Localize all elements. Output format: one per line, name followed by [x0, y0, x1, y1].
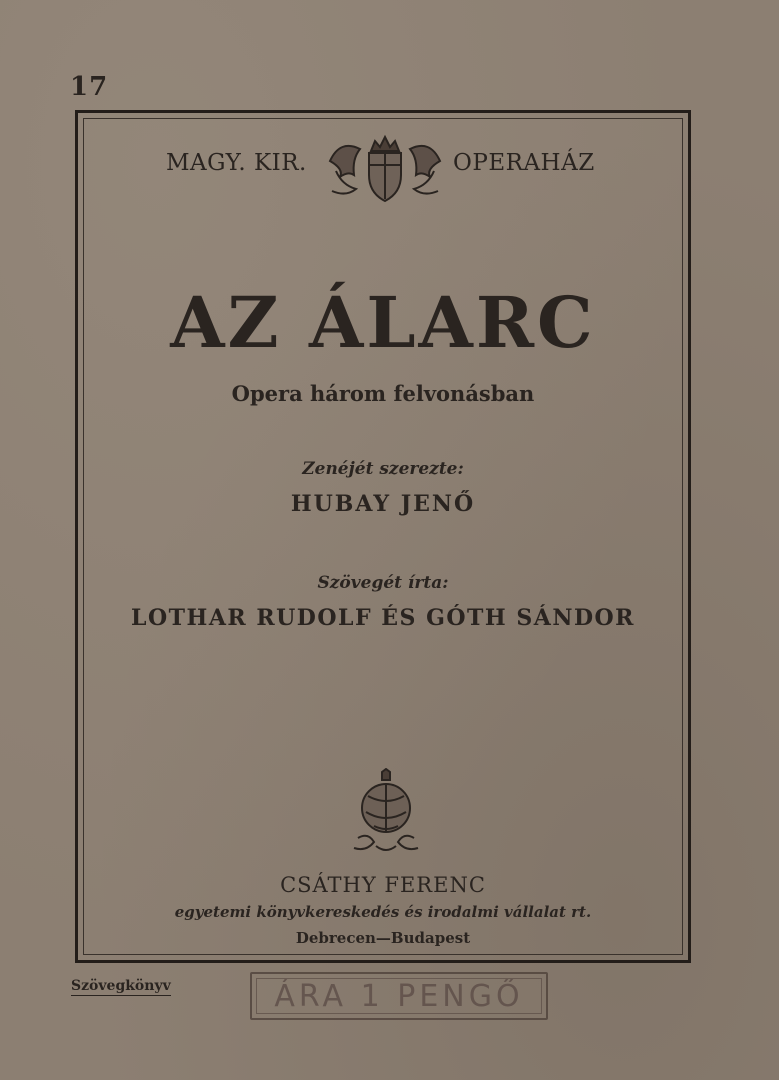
price-stamp-text: ÁRA 1 PENGŐ [274, 978, 524, 1014]
opera-title: AZ ÁLARC [170, 281, 596, 364]
publisher-name: CSÁTHY FERENC [280, 873, 486, 897]
footer-label: Szövegkönyv [71, 978, 171, 994]
header-left: MAGY. KIR. [166, 150, 307, 176]
series-number: 17 [70, 72, 109, 102]
coat-of-arms-with-angels-icon [322, 131, 448, 213]
price-stamp-border [256, 978, 542, 1014]
publisher-description: egyetemi könyvkereskedés és irodalmi vállalat rt. [174, 903, 592, 921]
composer-label: Zenéjét szerezte: [302, 459, 464, 479]
publisher-cities: Debrecen—Budapest [295, 929, 471, 947]
cover-frame [75, 110, 691, 963]
publisher-crest-icon [346, 768, 426, 862]
price-stamp [250, 972, 548, 1020]
composer-name: HUBAY JENŐ [290, 491, 476, 517]
opera-subtitle: Opera három felvonásban [231, 381, 535, 406]
header-right: OPERAHÁZ [453, 150, 595, 176]
librettist-names: LOTHAR RUDOLF ÉS GÓTH SÁNDOR [131, 605, 635, 631]
libretto-label: Szövegét írta: [317, 573, 449, 593]
